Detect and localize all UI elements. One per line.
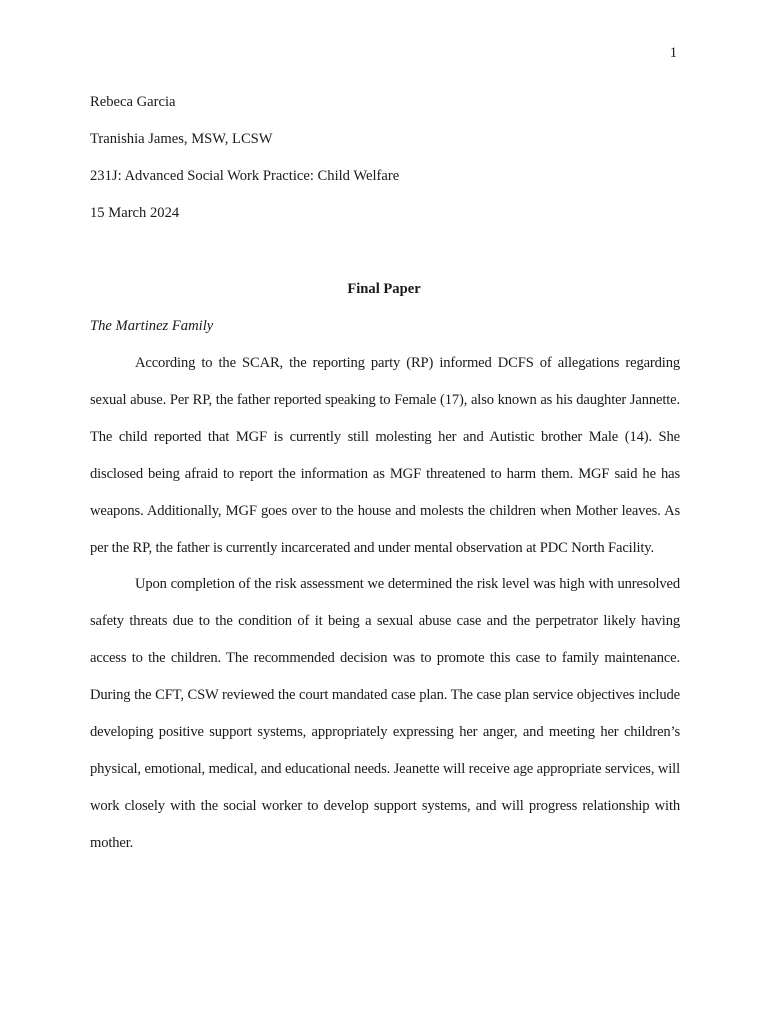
paper-title: Final Paper	[347, 281, 421, 297]
heading-block	[90, 93, 680, 241]
paragraph-1: According to the SCAR, the reporting party (RP) informed DCFS of allegations regarding sexual abuse. Per RP, the father reported speaking to Female (17), also known as his daughter Jannette. The child reported that MGF is currently still molesting her and Autistic brother Male (14). She disclosed being afraid to report the information as MGF threatened to harm them. MGF said he has weapons. Additionally, MGF goes over to the house and molests the children when Mother leaves. As per the RP, the father is currently incarcerated and under mental observation at PDC North Facility.	[90, 355, 680, 556]
paper-date: 15 March 2024	[90, 204, 180, 221]
body-text	[90, 345, 680, 862]
course-title: 231J: Advanced Social Work Practice: Child Welfare	[90, 167, 400, 184]
instructor-name: Tranishia James, MSW, LCSW	[90, 130, 273, 147]
author-name: Rebeca Garcia	[90, 94, 176, 110]
page-number: 1	[669, 45, 677, 61]
paragraph-2: Upon completion of the risk assessment we determined the risk level was high with unresolved safety threats due to the condition of it being a sexual abuse case and the perpetrator likely having access to the children. The recommended decision was to promote this case to family maintenance. During the CFT, CSW reviewed the court mandated case plan. The case plan service objectives include developing positive support systems, appropriately expressing her anger, and meeting her children’s physical, emotional, medical, and educational needs. Jeanette will receive age appropriate services, will work closely with the social worker to develop support systems, and will progress relationship with mother.	[90, 576, 680, 851]
section-heading: The Martinez Family	[90, 318, 214, 334]
